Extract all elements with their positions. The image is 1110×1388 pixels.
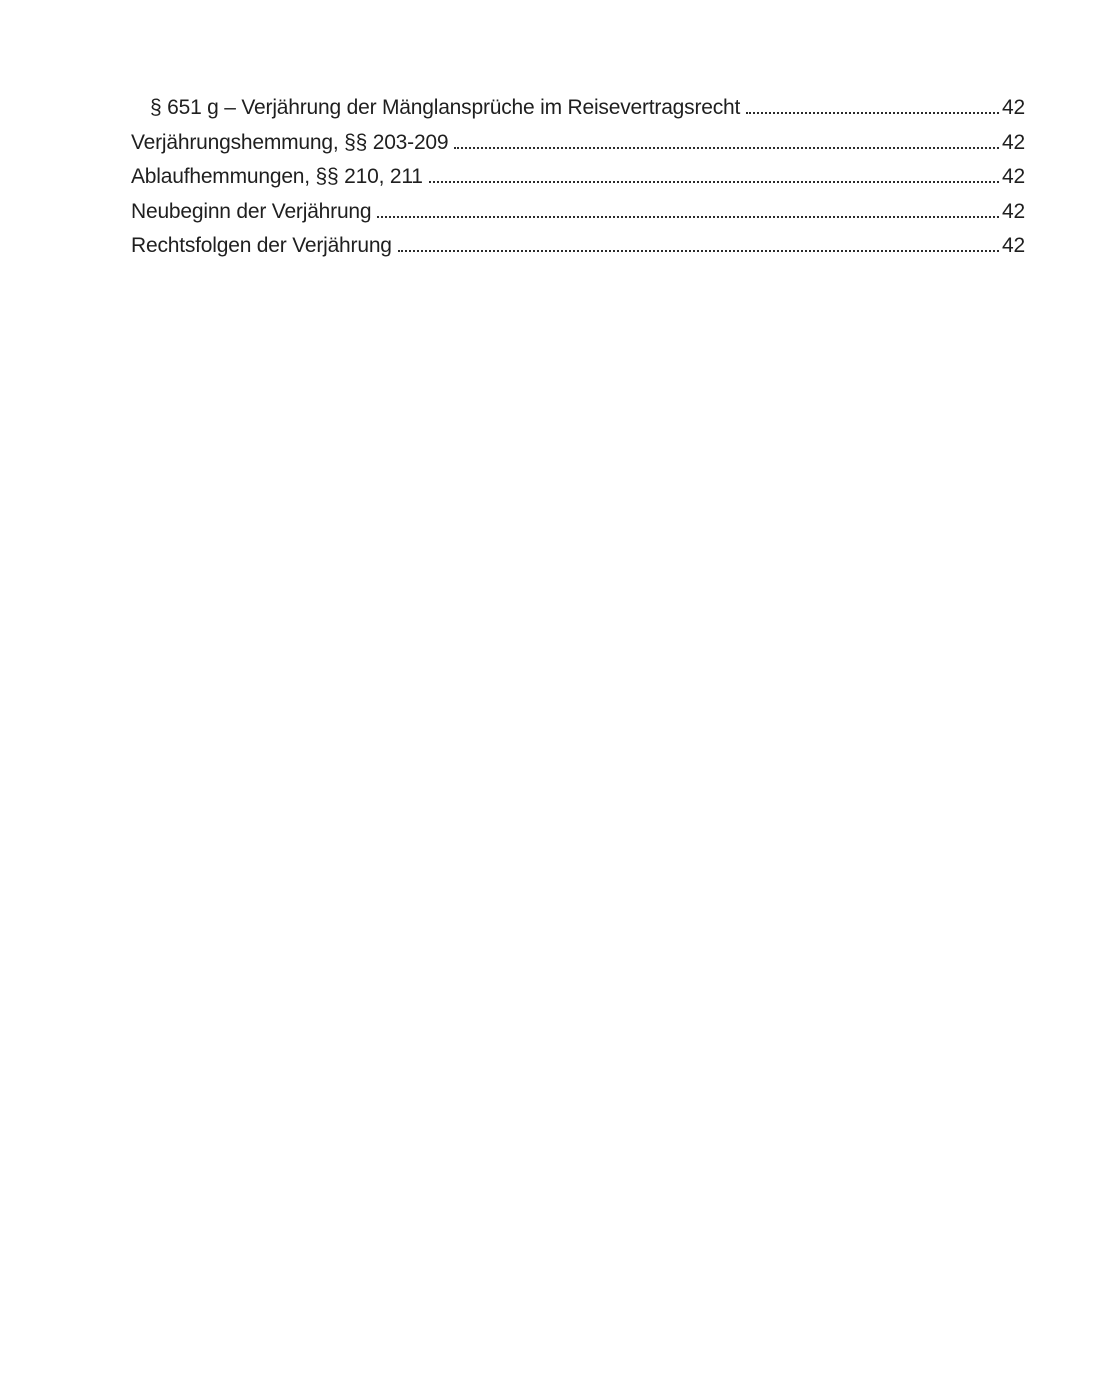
toc-leader-dots <box>398 248 999 252</box>
toc-entry-label: Ablaufhemmungen, §§ 210, 211 <box>131 165 423 189</box>
toc-leader-dots <box>454 145 999 149</box>
toc-entry-label: Rechtsfolgen der Verjährung <box>131 234 392 258</box>
toc-entry-page: 42 <box>1002 130 1025 154</box>
toc-entry-label: § 651 g – Verjährung der Mänglansprüche im Reisevertragsrecht <box>150 96 741 119</box>
toc-entry-label: Verjährungshemmung, §§ 203-209 <box>131 130 449 154</box>
toc-entry[interactable] <box>131 200 1025 235</box>
table-of-contents <box>131 96 1025 269</box>
toc-leader-dots <box>746 110 999 114</box>
toc-leader-dots <box>377 214 999 218</box>
toc-entry[interactable] <box>131 165 1025 200</box>
toc-entry[interactable] <box>131 96 1025 131</box>
toc-leader-dots <box>429 179 999 183</box>
toc-entry-page: 42 <box>1002 234 1025 258</box>
toc-entry-label: Neubeginn der Verjährung <box>131 199 372 223</box>
toc-entry-page: 42 <box>1002 165 1025 189</box>
toc-entry-page: 42 <box>1002 96 1025 119</box>
toc-entry-page: 42 <box>1002 199 1025 223</box>
toc-entry[interactable] <box>131 234 1025 269</box>
toc-entry[interactable] <box>131 131 1025 166</box>
